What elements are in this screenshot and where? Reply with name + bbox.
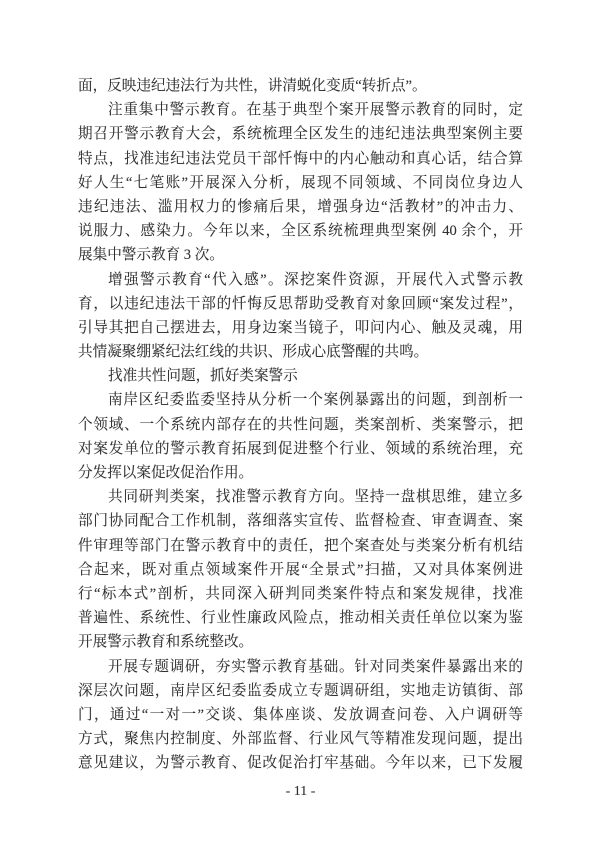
text-line: 找准共性问题，抓好类案警示 [108, 368, 298, 385]
text-line: 普遍性、系统性、行业性廉政风险点，推动相关责任单位以案为鉴 [78, 610, 523, 627]
text-line: 行“标本式”剖析，共同深入研判同类案件特点和案发规律，找准 [78, 585, 523, 602]
text-line: 合起来，既对重点领域案件开展“全景式”扫描，又对具体案例进 [78, 561, 523, 578]
text-line: 开展警示教育和系统整改。 [78, 634, 254, 651]
text-line: 注重集中警示教育。在基于典型个案开展警示教育的同时，定 [108, 102, 523, 119]
text-line: 增强警示教育“代入感”。深挖案件资源，开展代入式警示教 [108, 271, 523, 288]
document-body [78, 74, 523, 775]
text-line: 违纪违法、滥用权力的惨痛后果，增强身边“活教材”的冲击力、 [78, 198, 523, 215]
text-line: 分发挥以案促改促治作用。 [78, 465, 254, 481]
text-line: 期召开警示教育大会，系统梳理全区发生的违纪违法典型案例主要 [78, 126, 523, 143]
text-line: 南岸区纪委监委坚持从分析一个案例暴露出的问题，到剖析一 [108, 392, 523, 409]
text-line: 好人生“七笔账”开展深入分析，展现不同领域、不同岗位身边人 [78, 174, 523, 191]
text-line: 部门协同配合工作机制，落细落实宣传、监督检查、审查调查、案 [78, 513, 523, 530]
text-line: 意见建议，为警示教育、促改促治打牢基础。今年以来，已下发履 [78, 755, 523, 772]
text-line: 引导其把自己摆进去，用身边案当镜子，叩问内心、触及灵魂，用 [78, 319, 523, 336]
text-line: 门，通过“一对一”交谈、集体座谈、发放调查问卷、入户调研等 [78, 706, 523, 723]
text-line: 个领域、一个系统内部存在的共性问题，类案剖析、类案警示，把 [78, 416, 523, 433]
text-line: 开展专题调研，夯实警示教育基础。针对同类案件暴露出来的 [108, 658, 523, 675]
text-line: 共同研判类案，找准警示教育方向。坚持一盘棋思维，建立多 [108, 489, 523, 506]
text-line: 展集中警示教育 3 次。 [78, 247, 224, 264]
text-line: 育，以违纪违法干部的忏悔反思帮助受教育对象回顾“案发过程”， [78, 295, 523, 312]
text-line: 对案发单位的警示教育拓展到促进整个行业、领域的系统治理，充 [78, 440, 523, 457]
text-line: 深层次问题，南岸区纪委监委成立专题调研组，实地走访镇街、部 [78, 682, 523, 699]
text-line: 方式，聚焦内控制度、外部监督、行业风气等精准发现问题，提出 [78, 731, 523, 748]
page-number: - 11 - [285, 784, 316, 800]
text-line: 件审理等部门在警示教育中的责任，把个案查处与类案分析有机结 [78, 537, 523, 554]
text-line: 特点，找准违纪违法党员干部忏悔中的内心触动和真心话，结合算 [78, 150, 523, 167]
text-line: 说服力、感染力。今年以来，全区系统梳理典型案例 40 余个，开 [78, 223, 523, 240]
text-line: 共情凝聚绷紧纪法红线的共识、形成心底警醒的共鸣。 [78, 344, 429, 361]
text-line: 面，反映违纪违法行为共性，讲清蜕化变质“转折点”。 [78, 78, 427, 94]
